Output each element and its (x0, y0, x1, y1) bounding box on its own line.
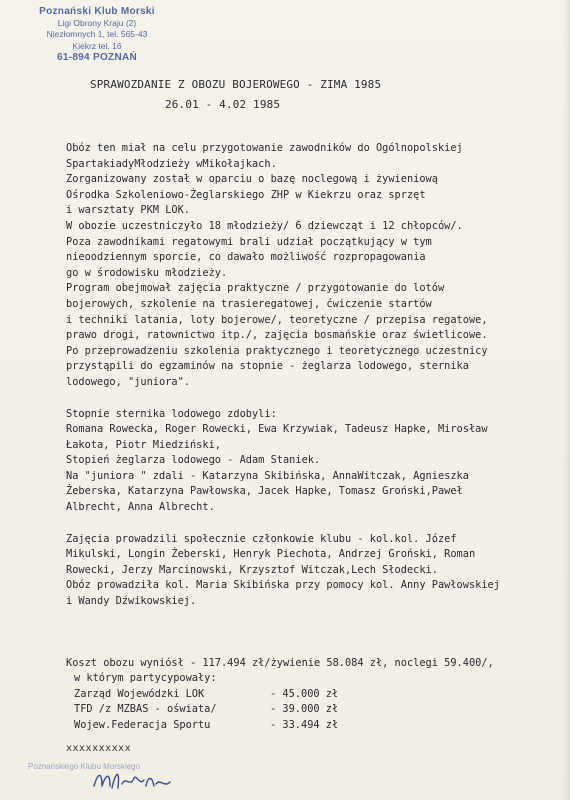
funder-name: TFD /z MZBAS - oświata/ (74, 703, 217, 716)
stamp-line: Niezłomnych 1, tel. 565-43 (46, 29, 148, 39)
signature-stamp: Poznańskiego Klubu Morskiego (28, 762, 141, 771)
cost-intro (66, 671, 546, 686)
text-line: prawo drogi, ratownictwo itp./, zajęcia bosmańskie oraz świetlicowe. (66, 329, 488, 342)
cost-text: Koszt obozu wyniósł - 117.494 zł/żywienie 58.084 zł, noclegi 59.400/, (66, 657, 494, 669)
report-body (66, 141, 566, 610)
report-dates: 26.01 - 4.02 1985 (165, 98, 281, 111)
paragraph-results (66, 407, 566, 516)
text-line: Stopnie sternika lodowego zdobyli: (66, 407, 277, 420)
funder-amount: - 33.494 zł (270, 718, 339, 731)
text-line: Poza zawodnikami regatowymi brali udział początkujący w tym (66, 235, 432, 248)
text-line: i techniki latania, loty bojerowe/, teoretyczne / przepisa regatowe, (66, 313, 488, 326)
stamp-line: Poznański Klub Morski (39, 6, 155, 17)
text-line: nieoodziennym sporcie, co dawało możliwość rozpropagowania (66, 251, 426, 264)
text-line: Na "juniora " zdali - Katarzyna Skibińska, AnnaWitczak, Agnieszka (66, 469, 469, 482)
intro-text: w którym partycypowały: (74, 672, 217, 685)
handwritten-signature (90, 768, 180, 794)
cost-line (66, 656, 546, 671)
signature (90, 768, 180, 798)
finance-row (66, 687, 546, 702)
paragraph-gap (66, 391, 566, 407)
text-line: Albrecht, Anna Albrecht. (66, 501, 215, 514)
finance-row (66, 718, 546, 733)
funder-amount: - 45.000 zł (270, 687, 339, 700)
funder-name: Zarząd Wojewódzki LOK (74, 687, 205, 700)
text-line: Stopień żeglarza lodowego - Adam Staniek. (66, 454, 321, 467)
stamp-line: Ligi Obrony Kraju (2) (57, 17, 137, 28)
text-line: Łakota, Piotr Miedziński, (66, 438, 221, 451)
text-line: Rowecki, Jerzy Marcinowski, Krzysztof Witczak,Lech Słodecki. (66, 563, 438, 576)
text-line: bojerowych, szkolenie na trasieregatowej, ćwiczenie startów (66, 297, 432, 310)
text-line: lodowego, "juniora". (66, 375, 190, 388)
stamp-line: 61-894 POZNAŃ (56, 52, 138, 63)
paragraph-instructors (66, 532, 566, 610)
text-line: SpartakiadyMłodzieży wMikołajkach. (66, 157, 277, 170)
crossed-out-text: xxxxxxxxxx (66, 743, 132, 754)
text-line: W obozie uczestniczyło 18 młodzieży/ 6 dziewcząt i 12 chłopców/. (66, 219, 463, 232)
text-line: i warsztaty PKM LOK. (66, 204, 190, 217)
text-line: przystąpili do egzaminów na stopnie - żeglarza lodowego, sternika (66, 360, 469, 373)
paragraph-gap (66, 516, 566, 532)
text-line: Żeberska, Katarzyna Pawłowska, Jacek Hapke, Tomasz Groński,Paweł (66, 485, 463, 498)
report-title: SPRAWOZDANIE Z OBOZU BOJEROWEGO - ZIMA 1985 (90, 78, 382, 91)
text-line: Program obejmował zajęcia praktyczne / przygotowanie do lotów (66, 282, 445, 295)
text-line: Zajęcia prowadzili społecznie członkowie klubu - kol.kol. Józef (66, 532, 457, 545)
text-line: Obóz prowadziła kol. Maria Skibińska przy pomocy kol. Anny Pawłowskiej (66, 579, 500, 592)
club-stamp (22, 6, 172, 64)
funder-amount: - 39.000 zł (270, 703, 339, 716)
text-line: go w środowisku młodzieży. (66, 266, 228, 279)
paragraph-program (66, 141, 566, 391)
text-line: Mikulski, Longin Żeberski, Henryk Piechota, Andrzej Groński, Roman (66, 548, 476, 561)
text-line: Romana Rowecka, Roger Rowecki, Ewa Krzywiak, Tadeusz Hapke, Mirosław (66, 423, 488, 436)
finance-section (66, 656, 546, 733)
funder-name: Wojew.Federacja Sportu (74, 718, 211, 731)
finance-row (66, 702, 546, 717)
text-line: Po przeprowadzeniu szkolenia praktycznego i teoretycznego uczestnicy (66, 344, 488, 357)
text-line: Zorganizowany został w oparciu o bazę noclegową i żywieniową (66, 173, 438, 186)
text-line: Obóz ten miał na celu przygotowanie zawodników do Ogólnopolskiej (66, 142, 463, 154)
text-line: Ośrodka Szkoleniowo-Żeglarskiego ZHP w Kiekrzu oraz sprzęt (66, 188, 426, 201)
text-line: i Wandy Dźwikowskiej. (66, 595, 197, 608)
stamp-line: Kiekrz tel. 16 (72, 40, 122, 51)
